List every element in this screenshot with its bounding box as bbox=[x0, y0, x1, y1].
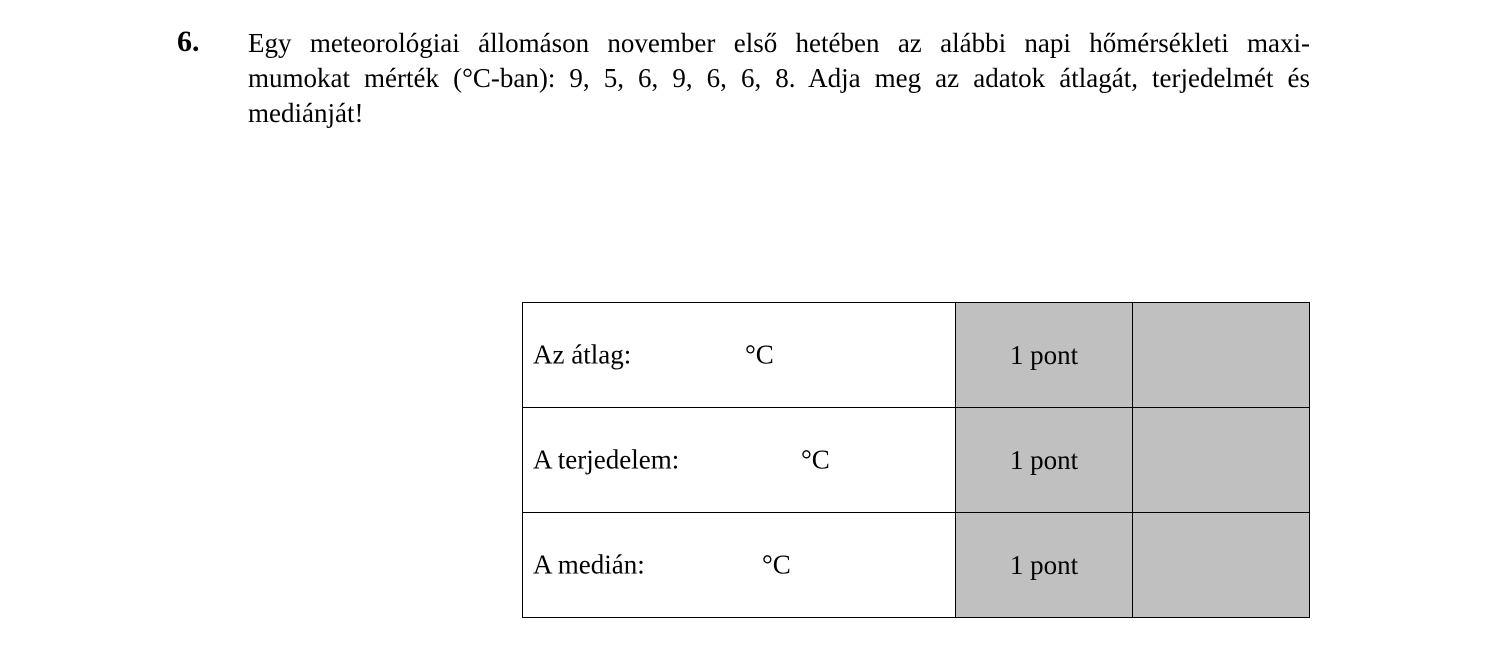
mean-score-box bbox=[1133, 303, 1310, 408]
range-label: A terjedelem: bbox=[533, 444, 680, 475]
median-unit: °C bbox=[762, 549, 791, 580]
answer-row-range bbox=[523, 408, 1310, 513]
problem-text-line-1: Egy meteorológiai állomáson november első hetében az alábbi napi hőmérsékleti maxi- bbox=[248, 28, 1310, 58]
answer-row-mean bbox=[523, 303, 1310, 408]
median-points: 1 pont bbox=[956, 513, 1133, 618]
problem-text-line-3: mediánját! bbox=[248, 98, 364, 128]
mean-unit: °C bbox=[745, 339, 774, 370]
median-answer-field[interactable] bbox=[523, 513, 956, 618]
median-score-box bbox=[1133, 513, 1310, 618]
range-unit: °C bbox=[801, 444, 830, 475]
answer-row-median bbox=[523, 513, 1310, 618]
mean-points: 1 pont bbox=[956, 303, 1133, 408]
mean-answer-field[interactable] bbox=[523, 303, 956, 408]
mean-label: Az átlag: bbox=[533, 339, 632, 370]
range-answer-field[interactable] bbox=[523, 408, 956, 513]
range-points: 1 pont bbox=[956, 408, 1133, 513]
problem-text bbox=[248, 26, 1310, 131]
median-label: A medián: bbox=[533, 549, 645, 580]
answer-table bbox=[522, 302, 1310, 618]
problem-number: 6. bbox=[177, 25, 200, 58]
problem-text-line-2: mumokat mérték (°C-ban): 9, 5, 6, 9, 6, 6, 8. Adja meg az adatok átlagát, terjedelmét és bbox=[248, 63, 1310, 93]
range-score-box bbox=[1133, 408, 1310, 513]
